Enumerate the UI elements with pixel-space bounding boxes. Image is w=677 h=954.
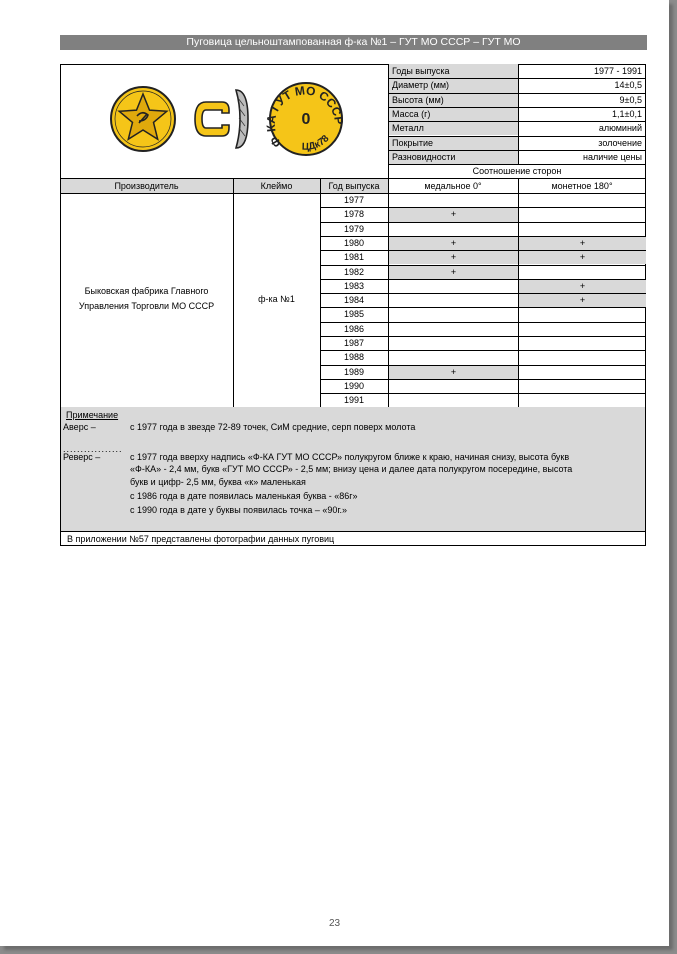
ratio-header: Соотношение сторон [472, 166, 562, 176]
divider [60, 531, 646, 532]
profile-image [195, 90, 248, 148]
revers-line: с 1990 года в дате у буквы появилась точка – «90г.» [130, 505, 348, 515]
year-cell: 1983 [343, 280, 365, 291]
divider [388, 121, 646, 122]
obverse-image [111, 87, 175, 151]
coin-cell [519, 208, 646, 221]
year-cell: 1990 [343, 380, 365, 391]
reverse-inscription: Ф-КА ГУТ МО СССР [263, 83, 347, 150]
producer-line: Быковская фабрика Главного [84, 286, 209, 297]
divider [388, 107, 646, 108]
coin-cell: + [519, 251, 646, 264]
year-cell: 1987 [343, 338, 365, 348]
producer-line: Управления Торговли МО СССР [78, 301, 215, 312]
divider [320, 236, 646, 237]
divider [518, 64, 519, 164]
year-cell: 1989 [343, 366, 365, 377]
medal-cell: + [389, 266, 518, 279]
year-cell: 1982 [343, 266, 365, 277]
spec-label: Годы выпуска [388, 64, 518, 78]
divider [320, 365, 646, 366]
header-coin: монетное 180° [551, 181, 613, 191]
medal-cell [389, 394, 518, 407]
header-year: Год выпуска [328, 181, 380, 191]
medal-cell [389, 280, 518, 293]
year-cell: 1991 [343, 395, 365, 406]
spec-value: 14±0,5 [614, 80, 642, 91]
reverse-image [264, 83, 346, 155]
spec-value: 9±0,5 [619, 94, 642, 105]
button-illustrations [106, 78, 354, 164]
footer-note: В приложении №57 представлены фотографии данных пуговиц [67, 534, 335, 544]
year-cell: 1979 [343, 223, 365, 234]
medal-cell [389, 380, 518, 393]
notes-separator: ................. [63, 444, 123, 454]
coin-cell [519, 351, 646, 364]
medal-cell [389, 351, 518, 364]
divider [320, 265, 646, 266]
divider [388, 64, 389, 179]
divider [388, 150, 646, 151]
divider [320, 307, 646, 308]
coin-cell [519, 337, 646, 350]
divider [320, 379, 646, 380]
document-title: Пуговица цельноштампованная ф-ка №1 – ГУТ МО СССР – ГУТ МО [60, 35, 647, 50]
header-medal: медальное 0° [424, 181, 482, 191]
revers-label: Реверс – [63, 452, 101, 462]
divider [233, 178, 234, 408]
year-cell: 1980 [343, 237, 365, 248]
coin-cell [519, 323, 646, 336]
header-mark: Клеймо [260, 181, 293, 191]
mark-cell: ф-ка №1 [258, 294, 295, 305]
header-producer: Производитель [114, 181, 179, 191]
revers-line: с 1977 года вверху надпись «Ф-КА ГУТ МО СССР» полукругом ближе к краю, начиная снизу, высота букв [130, 452, 570, 462]
medal-cell [389, 194, 518, 207]
divider [320, 350, 646, 351]
coin-cell: + [519, 237, 646, 250]
medal-cell [389, 294, 518, 307]
spec-label: Разновидности [388, 150, 518, 164]
spec-value: золочение [598, 137, 642, 148]
spec-label: Покрытие [388, 136, 518, 150]
medal-cell [389, 337, 518, 350]
medal-cell: + [389, 208, 518, 221]
divider [320, 279, 646, 280]
divider [320, 207, 646, 208]
divider [320, 178, 321, 408]
divider [518, 178, 519, 408]
medal-cell: + [389, 251, 518, 264]
year-cell: 1978 [343, 209, 365, 220]
divider [388, 136, 646, 137]
coin-cell [519, 223, 646, 236]
coin-cell: + [519, 294, 646, 307]
medal-cell: + [389, 237, 518, 250]
year-cell: 1986 [343, 323, 365, 334]
medal-cell [389, 323, 518, 336]
spec-value: 1977 - 1991 [593, 66, 642, 76]
avers-text: с 1977 года в звезде 72-89 точек, СиМ средние, серп поверх молота [130, 422, 416, 432]
divider [388, 178, 389, 408]
year-cell: 1977 [343, 195, 365, 205]
divider [320, 222, 646, 223]
spec-label: Высота (мм) [388, 93, 518, 107]
divider [320, 322, 646, 323]
divider [320, 293, 646, 294]
year-cell: 1981 [343, 252, 365, 263]
button-images [106, 78, 354, 164]
coin-cell: + [519, 280, 646, 293]
year-cell: 1988 [343, 352, 365, 363]
spec-label: Масса (г) [388, 107, 518, 121]
page-number: 23 [328, 918, 341, 929]
year-cell: 1985 [343, 309, 365, 320]
revers-line: с 1986 года в дате появилась маленькая буква - «86г» [130, 491, 358, 501]
spec-value: 1,1±0,1 [612, 108, 642, 119]
divider [388, 93, 646, 94]
reverse-date: ЦДк78 [301, 133, 332, 153]
coin-cell [519, 266, 646, 279]
spec-value: наличие цены [583, 151, 642, 162]
spec-label: Металл [388, 121, 518, 135]
notes-heading: Примечание [66, 410, 119, 420]
coin-cell [519, 394, 646, 407]
reverse-price: 0 [301, 111, 311, 128]
medal-cell [389, 308, 518, 321]
revers-line: «Ф-КА» - 2,4 мм, букв «ГУТ МО СССР» - 2,5 мм; внизу цена и далее дата полукругом посередине, высота [130, 464, 573, 474]
revers-line: букв и цифр- 2,5 мм, буква «к» маленькая [130, 477, 306, 487]
spec-value: алюминий [598, 123, 642, 134]
divider [320, 336, 646, 337]
medal-cell: + [389, 366, 518, 379]
spec-label: Диаметр (мм) [388, 78, 518, 92]
coin-cell [519, 194, 646, 207]
divider [320, 250, 646, 251]
divider [320, 393, 646, 394]
coin-cell [519, 366, 646, 379]
medal-cell [389, 223, 518, 236]
coin-cell [519, 380, 646, 393]
avers-label: Аверс – [63, 422, 96, 432]
coin-cell [519, 308, 646, 321]
year-cell: 1984 [343, 295, 365, 306]
divider [388, 78, 646, 79]
